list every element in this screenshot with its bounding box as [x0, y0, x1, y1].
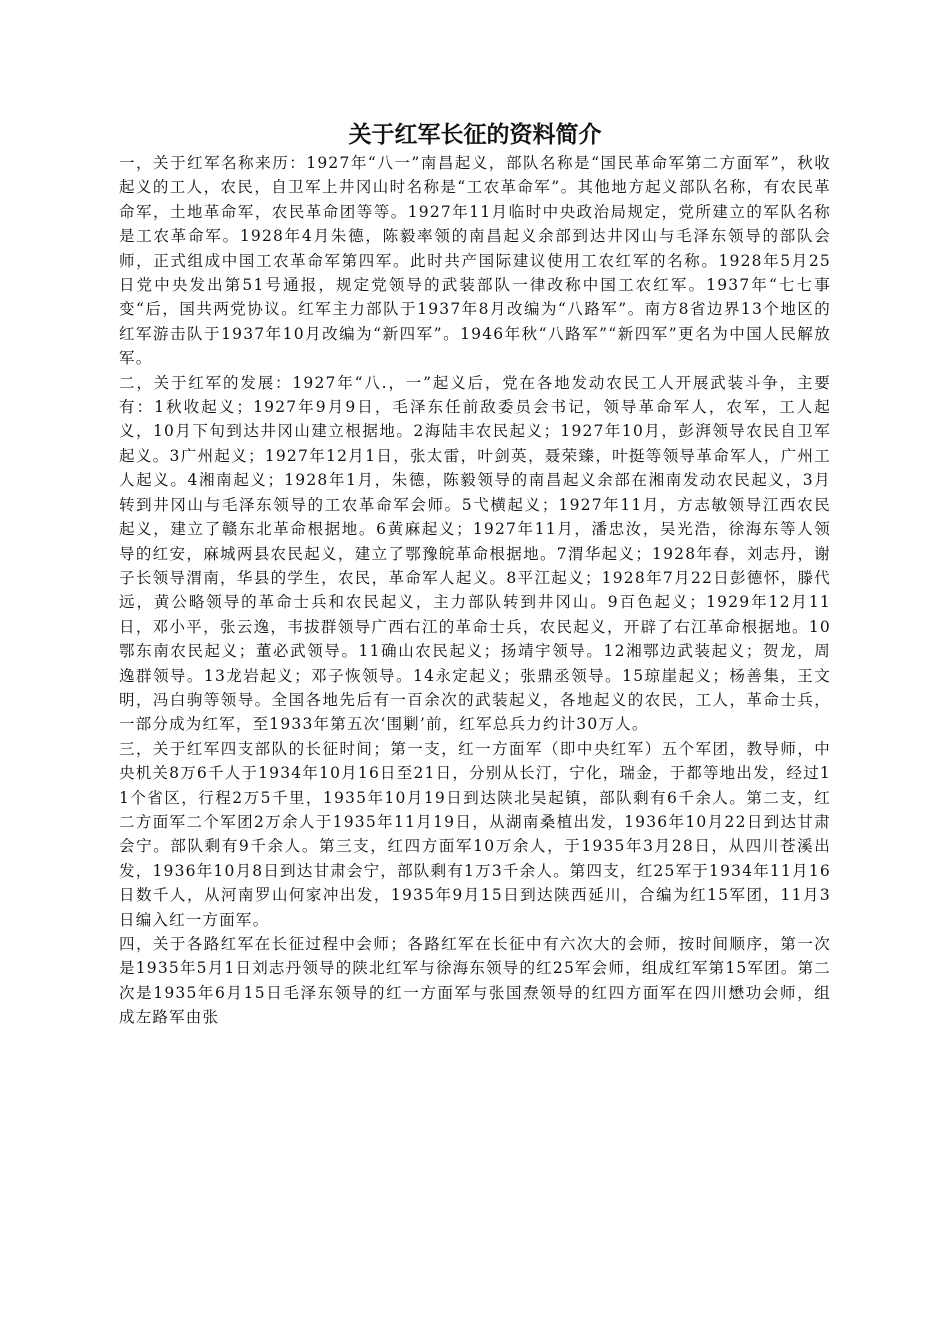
document-body [119, 151, 831, 1030]
paragraph-name-origin: 一，关于红军名称来历：1927年“八一”南昌起义，部队名称是“国民革命军第二方面军”，秋收起义的工人，农民，自卫军上井冈山时名称是“工农革命军”。其他地方起义部队名称，有农民革命军，土地革命军，农民革命团等等。1927年11月临时中央政治局规定，党所建立的军队名称是工农革命军。1928年4月朱德，陈毅率领的南昌起义余部到达井冈山与毛泽东领导的部队会师，正式组成中国工农革命军第四军。此时共产国际建议使用工农红军的名称。1928年5月25日党中央发出第51号通报，规定党领导的武装部队一律改称中国工农红军。1937年“七七事变“后，国共两党协议。红军主力部队于1937年8月改编为“八路军”。南方8省边界13个地区的红军游击队于1937年10月改编为“新四军”。1946年秋“八路军”“新四军”更名为中国人民解放军。 [119, 154, 831, 368]
paragraph-army-junctions: 四，关于各路红军在长征过程中会师；各路红军在长征中有六次大的会师，按时间顺序，第一次是1935年5月1日刘志丹领导的陕北红军与徐海东领导的红25军会师，组成红军第15军团。第二次是1935年6月15日毛泽东领导的红一方面军与张国焘领导的红四方面军在四川懋功会师，组成左路军由张 [119, 935, 831, 1027]
paragraph-long-march-timing: 三，关于红军四支部队的长征时间；第一支，红一方面军（即中央红军）五个军团，教导师，中央机关8万6千人于1934年10月16日至21日，分别从长汀，宁化，瑞金，于都等地出发，经过11个省区，行程2万5千里，1935年10月19日到达陕北吴起镇，部队剩有6千余人。第二支，红二方面军二个军团2万余人于1935年11月19日，从湖南桑植出发，1936年10月22日到达甘肃会宁。部队剩有9千余人。第三支，红四方面军10万余人，于1935年3月28日，从四川苍溪出发，1936年10月8日到达甘肃会宁，部队剩有1万3千余人。第四支，红25军于1934年11月16日数千人，从河南罗山何家冲出发，1935年9月15日到达陕西延川，合编为红15军团，11月3日编入红一方面军。 [119, 739, 831, 929]
document-title: 关于红军长征的资料简介 [348, 122, 602, 148]
paragraph-army-development: 二，关于红军的发展：1927年“八.，一”起义后，党在各地发动农民工人开展武装斗争，主要有：1秋收起义；1927年9月9日，毛泽东任前敌委员会书记，领导革命军人，农军，工人起义，10月下旬到达井冈山建立根据地。2海陆丰农民起义；1927年10月，彭湃领导农民自卫军起义。3广州起义；1927年12月1日，张太雷，叶剑英，聂荣臻，叶挺等领导革命军人，广州工人起义。4湘南起义；1928年1月，朱德，陈毅领导的南昌起义余部在湘南发动农民起义，3月转到井冈山与毛泽东领导的工农革命军会师。5弋横起义；1927年11月，方志敏领导江西农民起义，建立了赣东北革命根据地。6黄麻起义；1927年11月，潘忠汝，吴光浩，徐海东等人领导的红安，麻城两县农民起义，建立了鄂豫皖革命根据地。7渭华起义；1928年春，刘志丹，谢子长领导渭南，华县的学生，农民，革命军人起义。8平江起义；1928年7月22日彭德怀，滕代远，黄公略领导的革命士兵和农民起义，主力部队转到井冈山。9百色起义；1929年12月11日，邓小平，张云逸，韦拔群领导广西右江的革命士兵，农民起义，开辟了右江革命根据地。10鄂东南农民起义；董必武领导。11确山农民起义；扬靖宇领导。12湘鄂边武装起义；贺龙，周逸群领导。13龙岩起义；邓子恢领导。14永定起义；张鼎丞领导。15琼崖起义；杨善集，王文明，冯白驹等领导。全国各地先后有一百余次的武装起义，各地起义的农民，工人，革命士兵，一部分成为红军，至1933年第五次‘围剿’前，红军总兵力约计30万人。 [119, 373, 831, 734]
